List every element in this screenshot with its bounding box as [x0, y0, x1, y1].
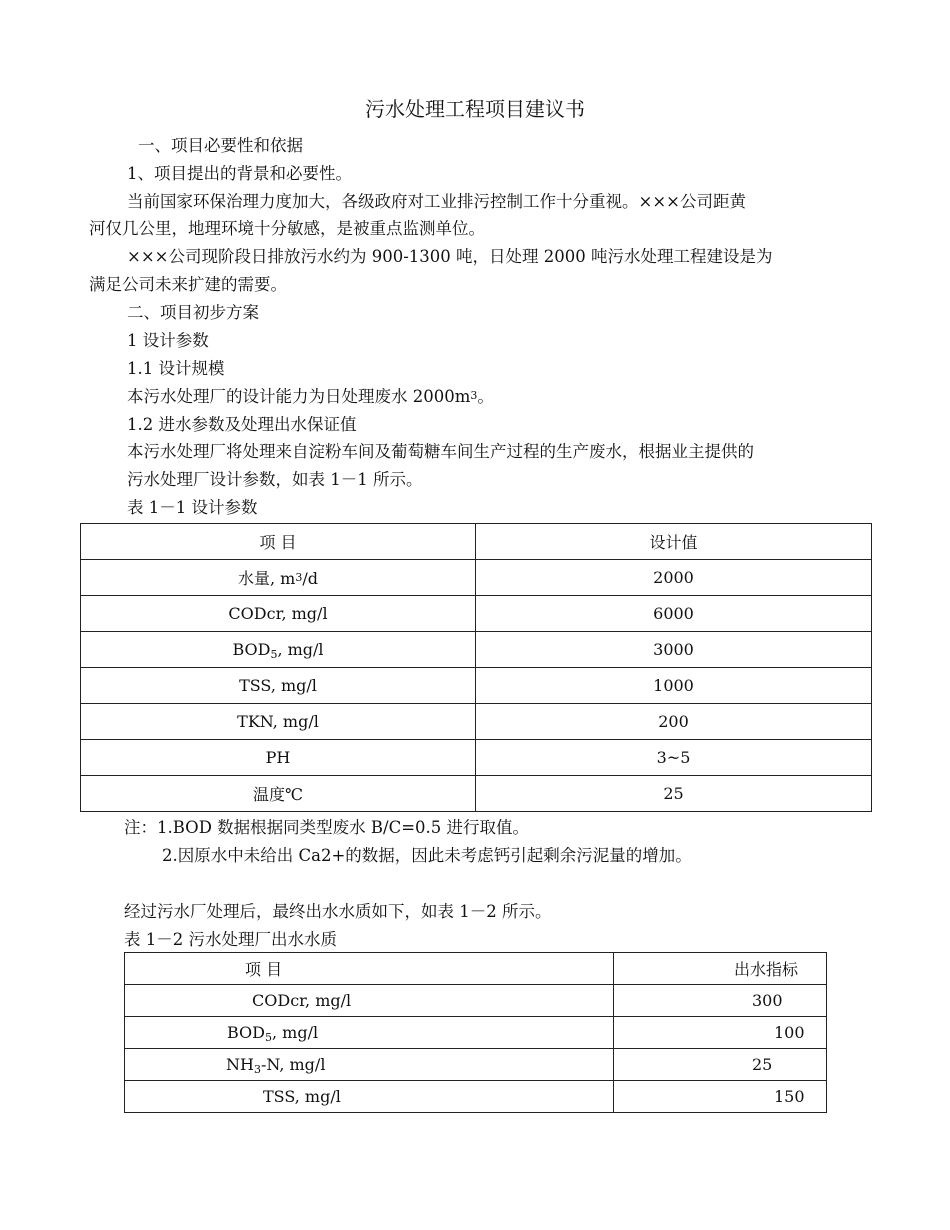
table2-caption: 表 1－2 污水处理厂出水水质: [124, 930, 337, 949]
paragraph-line: ×××公司现阶段日排放污水约为 900-1300 吨，日处理 2000 吨污水处理工程建设是为: [127, 247, 773, 266]
table-cell: CODcr, mg/l: [81, 596, 476, 632]
table-row: [125, 985, 827, 1017]
section2-heading: 二、项目初步方案: [127, 303, 259, 322]
table-cell: $NH_3-N$, mg/l: [125, 1049, 614, 1081]
table-cell: 100: [614, 1017, 827, 1049]
table-header-row: [125, 953, 827, 985]
table-header-cell: 设计值: [476, 524, 872, 560]
table-cell: 温度℃: [81, 776, 476, 812]
table-cell: PH: [81, 740, 476, 776]
table-row: [81, 740, 872, 776]
table-cell: TKN, mg/l: [81, 704, 476, 740]
table-cell: 25: [614, 1049, 827, 1081]
table-cell: $BOD_5$, mg/l: [125, 1017, 614, 1049]
table-cell: TSS, mg/l: [125, 1081, 614, 1113]
note-line: 2.因原水中未给出 Ca2+的数据，因此未考虑钙引起剩余污泥量的增加。: [162, 846, 692, 865]
table-cell: 水量, $m^3/d$: [81, 560, 476, 596]
table-row: [81, 596, 872, 632]
paragraph-line: 污水处理厂设计参数，如表 1－1 所示。: [127, 470, 423, 489]
table-cell: 200: [476, 704, 872, 740]
paragraph-line: 当前国家环保治理力度加大，各级政府对工业排污控制工作十分重视。×××公司距黄: [127, 192, 746, 211]
subsection-heading: 1、项目提出的背景和必要性。: [127, 164, 352, 183]
table-cell: $BOD_5$, mg/l: [81, 632, 476, 668]
table-cell: CODcr, mg/l: [125, 985, 614, 1017]
scale-heading: 1.1 设计规模: [127, 359, 225, 378]
table-row: [125, 1049, 827, 1081]
design-heading: 1 设计参数: [127, 331, 209, 350]
table-row: [81, 560, 872, 596]
paragraph-line: 满足公司未来扩建的需要。: [89, 275, 287, 294]
table-row: [81, 704, 872, 740]
paragraph-line: 河仅几公里，地理环境十分敏感，是被重点监测单位。: [89, 219, 485, 238]
table-cell: 150: [614, 1081, 827, 1113]
table-row: [81, 668, 872, 704]
section1-heading: 一、项目必要性和依据: [138, 136, 303, 155]
inflow-heading: 1.2 进水参数及处理出水保证值: [127, 415, 357, 434]
table-row: [125, 1081, 827, 1113]
table-cell: 3~5: [476, 740, 872, 776]
page-title: 污水处理工程项目建议书: [365, 97, 585, 121]
table-header-cell: 项 目: [125, 953, 614, 985]
table-header-cell: 出水指标: [614, 953, 827, 985]
table-row: [81, 632, 872, 668]
design-parameters-table: [80, 523, 872, 812]
table-cell: 300: [614, 985, 827, 1017]
table-cell: 1000: [476, 668, 872, 704]
note-line: 注：1.BOD 数据根据同类型废水 B/C=0.5 进行取值。: [124, 818, 530, 837]
table-cell: 25: [476, 776, 872, 812]
scale-text: 本污水处理厂的设计能力为日处理废水 $2000m^3$。: [127, 387, 494, 406]
table-header-cell: 项 目: [81, 524, 476, 560]
table-cell: TSS, mg/l: [81, 668, 476, 704]
outflow-intro: 经过污水厂处理后，最终出水水质如下，如表 1－2 所示。: [124, 902, 552, 921]
table-cell: 2000: [476, 560, 872, 596]
table-header-row: [81, 524, 872, 560]
table1-caption: 表 1－1 设计参数: [127, 498, 258, 517]
table-cell: 6000: [476, 596, 872, 632]
effluent-quality-table: [124, 952, 827, 1113]
table-row: [125, 1017, 827, 1049]
table-cell: 3000: [476, 632, 872, 668]
paragraph-line: 本污水处理厂将处理来自淀粉车间及葡萄糖车间生产过程的生产废水，根据业主提供的: [127, 442, 754, 461]
table-row: [81, 776, 872, 812]
